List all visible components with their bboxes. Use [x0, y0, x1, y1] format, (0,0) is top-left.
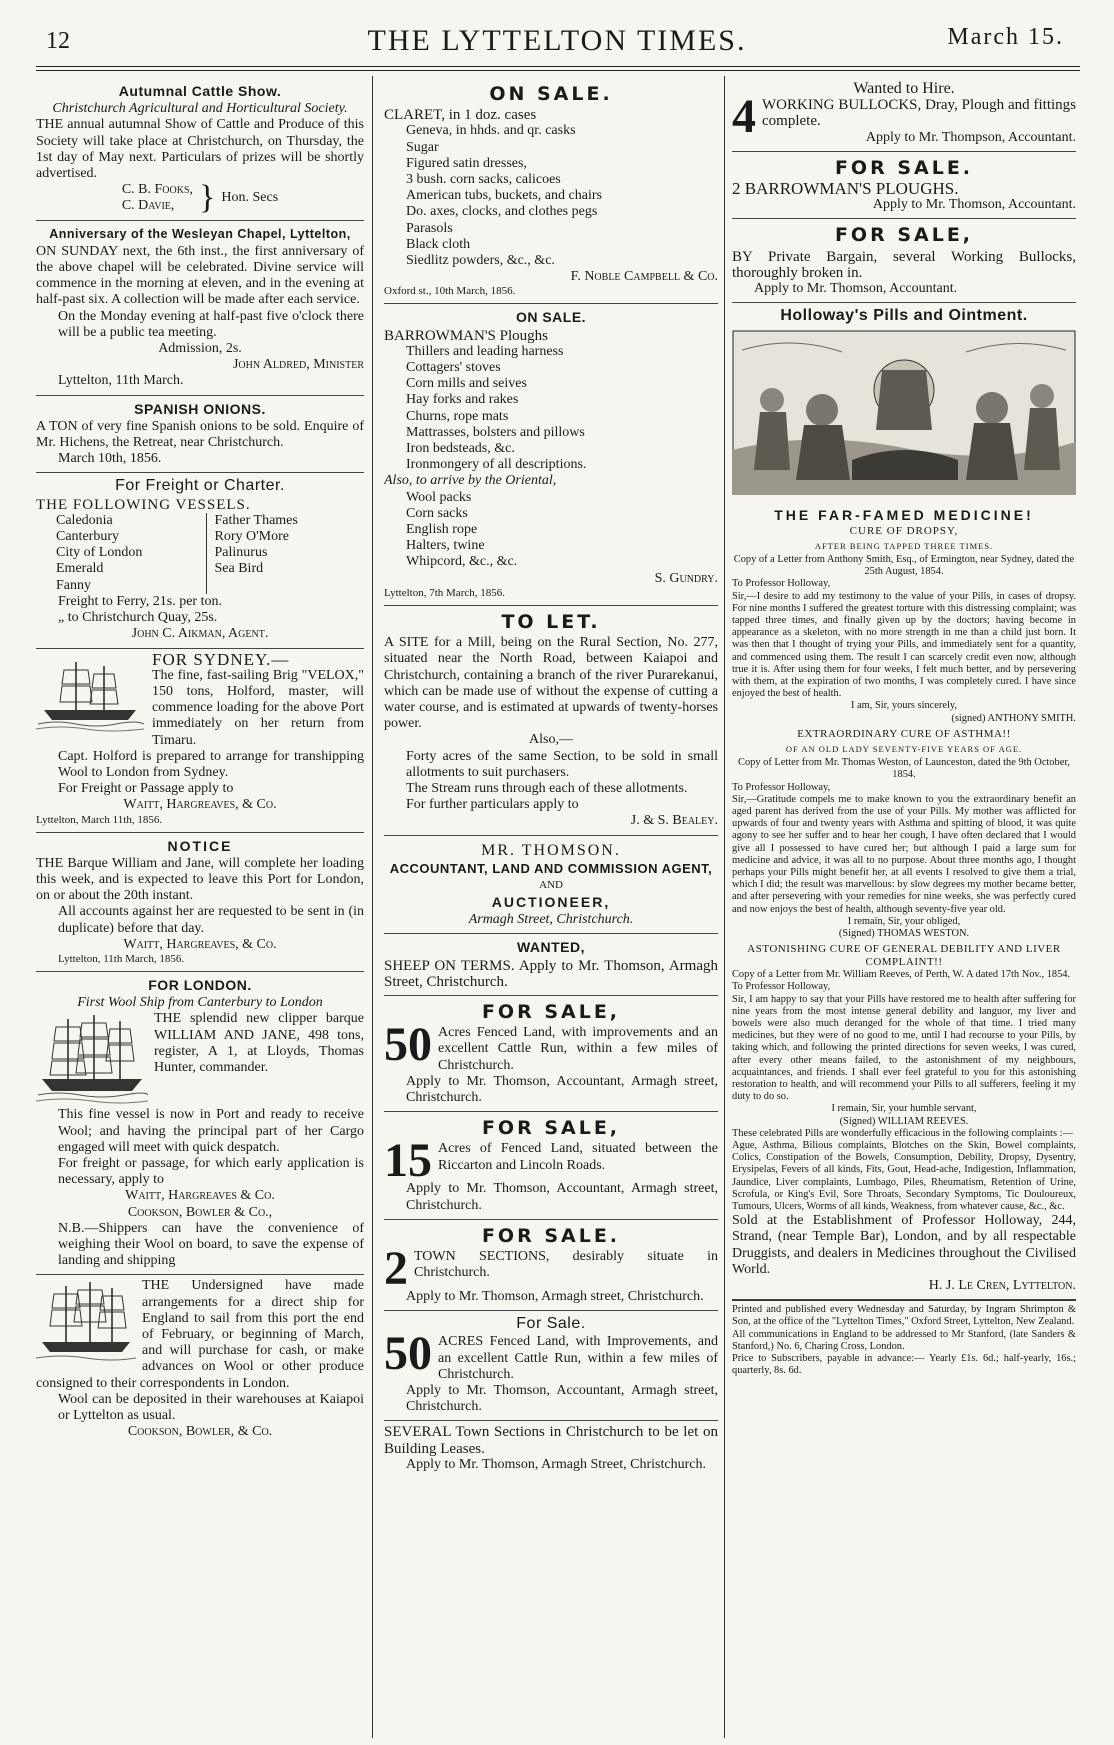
ad-heading: ON SALE.	[515, 309, 587, 326]
ad-body: BY Private Bargain, several Working Bullocks, thoroughly broken in.	[732, 248, 1076, 281]
signature-role: Hon. Secs	[221, 190, 279, 206]
complaints-list: Ague, Asthma, Bilious complaints, Blotches on the Skin, Bowel complaints, Colics, Constipation of the Bowels, Consumption, Debility, Dropsy, Dysentry, Erysipelas, Fevers of all kinds, Fits, Gout, Head-ache, Indigestion, Inflammation, Jaundice, Liver complaints, Lumbago, Piles, Rheumatism, Retention of Urine, Scrofula, or King's Evil, Sore Throats, Secondary Symptoms, Tic Douloureux, Tumours, Ulcers, Worms of all kinds, Weakness, from whatever cause, &c., &c.	[732, 1139, 1076, 1212]
signature: Waitt, Hargreaves & Co.	[125, 1188, 275, 1204]
ad-heading: Wanted to Hire.	[853, 80, 955, 97]
ad-body: THE annual autumnal Show of Cattle and Produce of this Society will take place at Christchurch, on Thursday, the 1st day of May next. Particulars of prizes will be shortly advertised.	[36, 117, 364, 182]
testimonial-title: CURE OF DROPSY,	[849, 524, 959, 537]
rate: „ to Christchurch Quay, 25s.	[58, 610, 218, 626]
list-item: Figured satin dresses,	[406, 155, 527, 171]
signature: John C. Aikman, Agent.	[131, 626, 269, 642]
ad-body: For Freight or Passage apply to	[58, 781, 234, 797]
list-item: Halters, twine	[406, 538, 485, 554]
ad-body: N.B.—Shippers can have the convenience of weighing their Wool on board, to save the expense of landing and shipping	[58, 1220, 364, 1269]
ad-holloway	[732, 303, 1076, 1300]
ad-body: Apply to Mr. Thompson, Accountant.	[865, 129, 1076, 145]
ad-london	[36, 972, 364, 1275]
vessel-name: Canterbury	[56, 529, 119, 545]
ad-lead: THE FOLLOWING VESSELS.	[36, 496, 251, 513]
masthead-rule-2	[36, 70, 1080, 71]
ad-body: Apply to Mr. Thomson, Accountant.	[872, 197, 1076, 213]
signature: C. Davie,	[121, 198, 175, 214]
vessel-name: Emerald	[56, 561, 104, 577]
vessel-name: Sea Bird	[214, 561, 264, 577]
ad-heading: Autumnal Cattle Show.	[118, 83, 282, 99]
vessel-list-left	[56, 513, 206, 594]
numeral: 2	[384, 1241, 408, 1295]
ad-for-sale-ploughs	[732, 152, 1076, 220]
numeral: 15	[384, 1134, 432, 1188]
ad-heading: FOR SALE.	[481, 1224, 621, 1247]
list-item: Black cloth	[406, 236, 471, 252]
rate: Freight to Ferry, 21s. per ton.	[58, 593, 222, 609]
issue-date: March 15.	[947, 24, 1064, 50]
ad-heading: FOR LONDON.	[148, 976, 252, 993]
dateline: Lyttelton, 11th March, 1856.	[58, 952, 185, 965]
ad-lead: 2 BARROWMAN'S PLOUGHS.	[732, 179, 959, 199]
ad-heading: Anniversary of the Wesleyan Chapel, Lyttelton,	[49, 226, 351, 241]
ad-body: THE splendid new clipper barque WILLIAM AND JANE, 498 tons, register, A 1, at Lloyds, Thomas Hunter, commander.	[154, 1011, 364, 1075]
ad-wanted-to-hire	[732, 78, 1076, 152]
ad-heading: FOR SALE,	[481, 1000, 621, 1023]
ad-body: Apply to Mr. Thomson, Armagh Street, Christchurch.	[406, 1456, 706, 1472]
list-item: Parasols	[406, 220, 453, 236]
testimonial-body: Sir,—Gratitude compels me to make known to you the extraordinary benefit an aged parent has derived from the use of your Pills. My mother was afflicted for upwards of four and twenty years with Asthma and spitting of blood, it was quite agony to see her suffer and to hear her cough, I have often declared that I would give all I possessed to have cured her; but although I paid a large sum for medicine and advice, it was all to no purpose. About three months ago, I thought perhaps your Pills might benefit her, at all events I resolved to give them a trial, which I did; the result was marvellous: by slow degrees my mother became better, and after persevering with your remedies for nine weeks, she was perfectly cured and now enjoys the best of health, although seventy-five year old.	[732, 793, 1076, 915]
imprint-text: All communications in England to be addressed to Mr Stanford, (late Sanders & Stanford,) No. 6, Charing Cross, London.	[732, 1328, 1076, 1352]
testimonial-body: Sir,—I desire to add my testimony to the value of your Pills, in cases of dropsy. For nine months I suffered the greatest torture with this distressing complaint; was tapped three times, and finally given up by the doctors; having become in appearance as a skeleton, with no more strength in me than a child just born. It was then that I thought of trying your Pills, and immediately sent for a quantity, and commenced using them. The result I can scarcely credit even now, although true it is. After using them for four weeks, I felt much better, and by persevering with them, at the expiration of two months, I was completely cured. I have since enjoyed the best of health.	[732, 590, 1076, 700]
dateline: Lyttelton, March 11th, 1856.	[36, 813, 163, 826]
ad-heading: MR. THOMSON.	[481, 841, 621, 859]
ad-body: Acres of Fenced Land, situated between the Riccarton and Lincoln Roads.	[438, 1141, 718, 1173]
ad-body: ON SUNDAY next, the 6th inst., the first anniversary of the above chapel will be celebrated. Divine service will commence in the morning at eleven, and in the evening at half-past six. A collection will be made after each service.	[36, 243, 364, 308]
masthead	[30, 18, 1084, 62]
salutation: To Professor Holloway,	[732, 578, 831, 590]
ad-body: Also,—	[529, 732, 573, 748]
ad-body: WORKING BULLOCKS, Dray, Plough and fittings complete.	[762, 97, 1076, 130]
vessel-list	[36, 513, 364, 594]
closing: I remain, Sir, your humble servant,	[831, 1103, 977, 1115]
imprint-text: Printed and published every Wednesday and Saturday, by Ingram Shrimpton & Son, at the office of the "Lyttelton Times," Oxford Street, Lyttelton, New Zealand.	[732, 1304, 1076, 1328]
signature: Cookson, Bowler & Co.,	[127, 1204, 273, 1220]
signature: Waitt, Hargreaves, & Co.	[123, 936, 277, 952]
ad-undersigned	[36, 1275, 364, 1445]
list-item: Corn mills and seives	[406, 376, 527, 392]
column-divider	[724, 76, 725, 1738]
ad-cattle-show	[36, 78, 364, 221]
imprint-text: Price to Subscribers, payable in advance:— Yearly £1s. 6d.; half-yearly, 16s.; quarterly, 8s. 6d.	[732, 1353, 1076, 1377]
testimonial-title: ASTONISHING CURE OF GENERAL DEBILITY AND LIVER COMPLAINT!!	[747, 943, 1061, 969]
signature: (Signed) WILLIAM REEVES.	[839, 1115, 969, 1127]
signature: C. B. Fooks,	[121, 182, 194, 198]
signature: (signed) ANTHONY SMITH.	[951, 712, 1076, 724]
item-list	[384, 344, 718, 474]
closing: I am, Sir, yours sincerely,	[851, 700, 957, 712]
ad-body: Apply to Mr. Thomson, Accountant, Armagh street, Christchurch.	[406, 1383, 718, 1415]
ad-heading: ACCOUNTANT, LAND AND COMMISSION AGENT,	[389, 860, 713, 876]
signature: J. & S. Bealey.	[630, 813, 718, 829]
signature: John Aldred, Minister	[232, 357, 364, 373]
newspaper-title: THE LYTTELTON TIMES.	[367, 24, 747, 57]
ad-subheading: First Wool Ship from Canterbury to London	[77, 995, 323, 1011]
ad-heading: FOR SALE,	[481, 1117, 621, 1140]
ad-wanted	[384, 934, 718, 996]
ad-for-sale-2	[384, 1220, 718, 1311]
ad-body: AND	[539, 878, 563, 891]
ad-body: A SITE for a Mill, being on the Rural Section, No. 277, situated near the North Road, between Kaiapoi and Christchurch, containing a branch of the river Purarekanui, which can be made use of without the expense of cutting a water course, and is estimated at upwards of twenty-horses power.	[384, 635, 718, 732]
ad-body: Apply to Mr. Thomson, Accountant, Armagh street, Christchurch.	[406, 1073, 718, 1105]
ad-body: For further particulars apply to	[406, 797, 579, 813]
testimonial-source: Copy of a Letter from Mr. William Reeves, of Perth, W. A dated 17th Nov., 1854.	[732, 969, 1071, 981]
ad-lead: BARROWMAN'S Ploughs	[384, 327, 548, 344]
ad-mr-thomson	[384, 836, 718, 935]
signature: Cookson, Bowler, & Co.	[127, 1424, 273, 1440]
salutation: To Professor Holloway,	[732, 981, 831, 993]
ad-heading: FOR SALE.	[834, 156, 974, 179]
list-item: Wool packs	[406, 489, 472, 505]
ad-for-sale-50	[384, 996, 718, 1112]
list-item: Hay forks and rakes	[406, 392, 519, 408]
ad-heading: SPANISH ONIONS.	[134, 400, 266, 417]
ad-on-sale-ploughs	[384, 304, 718, 605]
ad-for-sale-bullocks	[732, 219, 1076, 303]
imprint	[732, 1300, 1076, 1382]
list-item: Sugar	[406, 139, 439, 155]
signature: (Signed) THOMAS WESTON.	[838, 927, 970, 939]
dateline: Lyttelton, 7th March, 1856.	[384, 586, 505, 599]
ad-body: THE Undersigned have made arrangements for a direct ship for England to sail from this port the end of February, or beginning of March, and will purchase for cash, or make advances on Wool or other produce consigned to their correspondents in London.	[36, 1278, 364, 1391]
ad-lead: CLARET, in 1 doz. cases	[384, 107, 537, 124]
column-divider	[372, 76, 373, 1738]
list-item: Thillers and leading harness	[406, 343, 564, 359]
testimonial-subtitle: AFTER BEING TAPPED THREE TIMES.	[814, 540, 994, 551]
ship-engraving-icon	[36, 1280, 136, 1366]
signature: H. J. Le Cren, Lyttelton.	[928, 1278, 1076, 1294]
ad-sydney	[36, 649, 364, 833]
vessel-name: Father Thames	[214, 512, 298, 528]
ad-body: ACRES Fenced Land, with Improvements, and an excellent Cattle Run, within a few miles of Christchurch.	[438, 1334, 718, 1382]
testimonial-source: Copy of a Letter from Anthony Smith, Esq., of Ermington, near Sydney, dated the 25th August, 1854.	[733, 554, 1075, 578]
signature: Waitt, Hargreaves, & Co.	[123, 797, 277, 813]
signature: S. Gundry.	[654, 570, 718, 586]
ad-heading: THE FAR-FAMED MEDICINE!	[774, 506, 1034, 523]
ad-heading: Holloway's Pills and Ointment.	[780, 307, 1028, 325]
brace-glyph: }	[199, 179, 216, 217]
ad-on-sale-claret	[384, 78, 718, 304]
ad-heading: FOR SALE,	[834, 224, 974, 247]
ad-body: Sold at the Establishment of Professor Holloway, 244, Strand, (near Temple Bar), London, and by all respectable Druggists, and dealers in Medicines throughout the Civilised World.	[732, 1213, 1076, 1277]
ad-body: Forty acres of the same Section, to be sold in small allotments to suit purchasers.	[406, 748, 718, 780]
ad-body: TOWN SECTIONS, desirably situate in Christchurch.	[414, 1248, 718, 1281]
vessel-name: Rory O'More	[214, 529, 289, 545]
list-item: Whipcord, &c., &c.	[406, 554, 518, 570]
testimonial-subtitle: OF AN OLD LADY SEVENTY-FIVE YEARS OF AGE.	[785, 743, 1023, 754]
numeral: 50	[384, 1327, 432, 1381]
ad-body: Apply to Mr. Thomson, Accountant.	[754, 281, 958, 297]
list-item: Iron bedsteads, &c.	[406, 441, 515, 457]
ad-heading: WANTED,	[516, 939, 586, 956]
clipper-ship-engraving-icon	[36, 1013, 148, 1105]
list-item: Siedlitz powders, &c., &c.	[406, 253, 555, 269]
ad-body: For freight or passage, for which early application is necessary, apply to	[58, 1155, 364, 1188]
ad-body: Acres Fenced Land, with improvements and an excellent Cattle Run, within a few miles of Christchurch.	[438, 1025, 718, 1073]
item-list	[384, 490, 718, 571]
vessel-name: Caledonia	[56, 512, 113, 528]
testimonial-body: Sir, I am happy to say that your Pills have restored me to health after suffering for nine years from the most intense general debility and languor, my liver and bowels were also much deranged for the whole of that time. I tried many medicines, but they were of no good to me, until I had recourse to your Pills, by taking which, and following the printed directions for seven weeks, I was cured, after every other means failed, to the astonishment of my neighbours, acquaintances, and friends. I shall ever feel grateful to you for this astonishing restoration to health, and will recommend your Pills to all sufferers, feeling it my duty to do so.	[732, 993, 1076, 1103]
page-number: 12	[46, 28, 70, 54]
list-item: Mattrasses, bolsters and pillows	[406, 424, 585, 440]
dateline: Oxford st., 10th March, 1856.	[384, 285, 516, 298]
ad-body: SEVERAL Town Sections in Christchurch to be let on Building Leases.	[384, 1424, 718, 1457]
ad-heading: For Freight or Charter.	[115, 477, 285, 495]
vessel-list-right	[206, 513, 365, 594]
column-2	[384, 78, 718, 1738]
ad-body: The Stream runs through each of these allotments.	[406, 780, 688, 796]
ad-onions	[36, 396, 364, 474]
vessel-name: City of London	[56, 545, 143, 561]
list-item: American tubs, buckets, and chairs	[406, 188, 602, 204]
ad-body: All accounts against her are requested to be sent in (in duplicate) before that day.	[58, 904, 364, 936]
vessel-name: Fanny	[56, 577, 91, 593]
list-item: Geneva, in hhds. and qr. casks	[406, 123, 576, 139]
ad-heading: AUCTIONEER,	[491, 893, 611, 910]
dateline: Lyttelton, 11th March.	[58, 373, 184, 389]
ad-body: Wool can be deposited in their warehouses at Kaiapoi or Lyttelton as usual.	[58, 1391, 364, 1424]
ad-for-sale-15	[384, 1112, 718, 1220]
list-item: Corn sacks	[406, 505, 468, 521]
numeral: 4	[732, 90, 756, 144]
list-item: Do. axes, clocks, and clothes pegs	[406, 204, 598, 220]
ad-for-sale-50b	[384, 1311, 718, 1421]
signatures	[36, 179, 364, 217]
ad-heading: NOTICE	[167, 837, 233, 854]
ad-heading: TO LET.	[501, 610, 601, 633]
ad-notice	[36, 833, 364, 972]
ad-body: The fine, fast-sailing Brig "VELOX," 150 tons, Holford, master, will commence loading for the above Port immediately on her return from Timaru.	[152, 667, 364, 748]
allegorical-engraving-icon	[732, 330, 1076, 495]
list-item: 3 bush. corn sacks, calicoes	[406, 172, 561, 188]
ship-engraving-icon	[36, 654, 146, 732]
column-1	[36, 78, 364, 1738]
ad-body: SHEEP ON TERMS. Apply to Mr. Thomson, Armagh Street, Christchurch.	[384, 957, 718, 990]
ad-body: On the Monday evening at half-past five o'clock there will be a public tea meeting.	[58, 308, 364, 340]
ad-body: A TON of very fine Spanish onions to be sold. Enquire of Mr. Hichens, the Retreat, near Christchurch.	[36, 418, 364, 451]
address: Armagh Street, Christchurch.	[468, 912, 634, 928]
ad-heading: ON SALE.	[489, 83, 613, 105]
ad-subheading: Christchurch Agricultural and Horticultural Society.	[52, 101, 348, 117]
closing: I remain, Sir, your obliged,	[847, 915, 961, 927]
ad-body: This fine vessel is now in Port and ready to receive Wool; and having the principal part of her Cargo engaged will meet with quick despatch.	[58, 1107, 364, 1155]
masthead-rule	[36, 66, 1080, 67]
ad-heading: For Sale.	[516, 1315, 586, 1333]
testimonial-source: Copy of Letter from Mr. Thomas Weston, of Launceston, dated the 9th October, 1854.	[738, 757, 1070, 781]
list-item: Ironmongery of all descriptions.	[406, 457, 587, 473]
admission: Admission, 2s.	[158, 341, 242, 357]
ad-freight	[36, 473, 364, 648]
ad-body: Apply to Mr. Thomson, Armagh street, Christchurch.	[406, 1288, 704, 1304]
numeral: 50	[384, 1018, 432, 1072]
list-item: Cottagers' stoves	[406, 360, 501, 376]
ad-to-let	[384, 606, 718, 836]
item-list	[384, 123, 718, 269]
list-item: Churns, rope mats	[406, 408, 509, 424]
ad-body: THE Barque William and Jane, will complete her loading this week, and is expected to leave this Port for London, on or about the 20th instant.	[36, 855, 364, 904]
salutation: To Professor Holloway,	[732, 781, 831, 793]
ad-body: Capt. Holford is prepared to arrange for transhipping Wool to London from Sydney.	[58, 748, 364, 780]
dateline: March 10th, 1856.	[58, 451, 162, 467]
ad-body: Also, to arrive by the Oriental,	[384, 473, 557, 489]
vessel-name: Palinurus	[214, 545, 268, 561]
ad-body: Apply to Mr. Thomson, Accountant, Armagh street, Christchurch.	[406, 1181, 718, 1213]
ad-lead: FOR SYDNEY.—	[152, 649, 290, 669]
list-item: English rope	[406, 522, 478, 538]
ad-several-sections	[384, 1421, 718, 1478]
ad-chapel	[36, 221, 364, 396]
complaints-intro: These celebrated Pills are wonderfully efficacious in the following complaints :—	[732, 1127, 1073, 1139]
testimonial-title: EXTRAORDINARY CURE OF ASTHMA!!	[797, 727, 1011, 740]
signature: F. Noble Campbell & Co.	[570, 269, 718, 285]
column-3	[732, 78, 1076, 1738]
